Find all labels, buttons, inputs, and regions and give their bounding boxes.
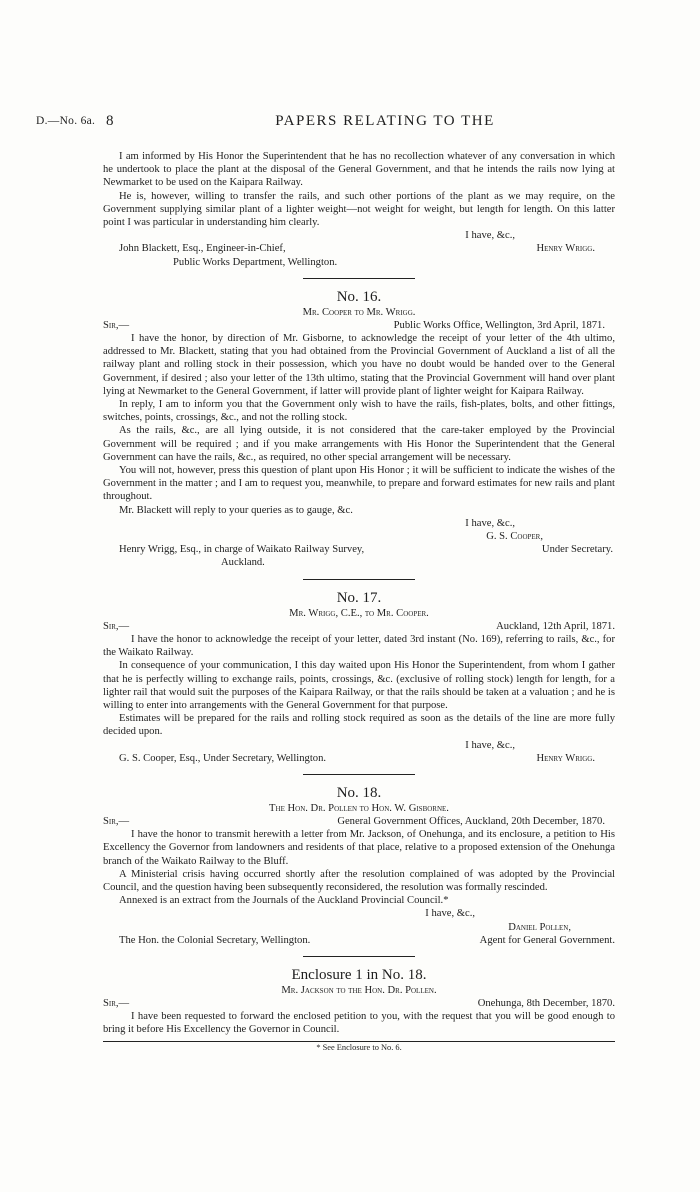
salutation-row xyxy=(103,620,615,633)
addressee-signature-row xyxy=(103,242,615,255)
footnote: * See Enclosure to No. 6. xyxy=(316,1042,402,1052)
paragraph: I have been requested to forward the enclosed petition to you, with the request that you will be good enough to bring it before His Excellency the Governor in Council. xyxy=(103,1011,615,1036)
paragraph: As the rails, &c., are all lying outside, it is not considered that the care-taker employed by the Provincial Government will be required ; and if you make arrangements with His Honor the Superintendent that the General Government can have the rails, &c., as required, no other special arrangement will be necessary. xyxy=(103,425,615,463)
place-date: General Government Offices, Auckland, 20th December, 1870. xyxy=(337,815,605,827)
enclosure-title: Enclosure 1 in No. 18. xyxy=(291,966,427,983)
paragraph: A Ministerial crisis having occurred shortly after the resolution complained of was adopted by the Provincial Council, and the question having been subsequently reconsidered, the resolution was formally rescinded. xyxy=(103,868,615,893)
letter-heading: Mr. Jackson to the Hon. Dr. Pollen. xyxy=(281,984,437,996)
signature: G. S. Cooper, xyxy=(486,531,543,543)
signature: Henry Wrigg. xyxy=(536,752,595,764)
closing: I have, &c., xyxy=(465,517,515,529)
section-divider xyxy=(303,774,415,775)
section-divider xyxy=(303,956,415,957)
addressee-title-row xyxy=(103,934,615,947)
addressee: Auckland. xyxy=(221,557,265,569)
addressee: The Hon. the Colonial Secretary, Wellington. xyxy=(119,934,311,946)
salutation: Sir,— xyxy=(103,319,130,331)
enclosure-1-in-no-18 xyxy=(103,967,615,1037)
document-number: D.—No. 6a. xyxy=(36,115,96,127)
salutation: Sir,— xyxy=(103,815,130,827)
salutation: Sir,— xyxy=(103,997,130,1009)
section-divider xyxy=(303,579,415,580)
signature: Daniel Pollen, xyxy=(508,921,571,933)
addressee-title-row xyxy=(103,543,615,556)
signatory-title: Agent for General Government. xyxy=(479,934,615,946)
running-header xyxy=(0,113,700,131)
place-date: Auckland, 12th April, 1871. xyxy=(496,620,615,632)
paragraph: Estimates will be prepared for the rails and rolling stock required as soon as the details of the line are more fully decided upon. xyxy=(103,713,615,738)
paragraph: Annexed is an extract from the Journals of the Auckland Provincial Council.* xyxy=(119,895,449,907)
closing: I have, &c., xyxy=(425,908,475,920)
paragraph: In consequence of your communication, I this day waited upon His Honor the Superintendent, from whom I gather that he is perfectly willing to exchange rails, points, crossings, &c. (exclusive of rolling stock) length for length, for a lighter rail that would suit the purposes of the Kaipara Railway, or that the rails should be taken at a valuation ; and he is willing to enter into arrangements with the General Government for that purpose. xyxy=(103,660,615,711)
letter-heading: Mr. Cooper to Mr. Wrigg. xyxy=(302,306,416,318)
paragraph: I have the honor to transmit herewith a letter from Mr. Jackson, of Onehunga, and its enclosure, a petition to His Excellency the Governor from landowners and residents of that place, relative to a proposed extension of the Onehunga branch of the Waikato Railway to the Bluff. xyxy=(103,829,615,867)
addressee: John Blackett, Esq., Engineer-in-Chief, xyxy=(119,243,286,255)
paragraph: You will not, however, press this question of plant upon His Honor ; it will be sufficient to indicate the wishes of the Government in the matter ; and I am to request you, meanwhile, to prepare and forward estimates for new rails and plant throughout. xyxy=(103,465,615,503)
footnote-rule xyxy=(103,1041,615,1042)
letter-no-18 xyxy=(103,785,615,947)
paragraph: He is, however, willing to transfer the rails, and such other portions of the plant as we may require, on the Government supplying similar plant of a lighter weight—not weight for weight, but length for length. On this latter point I was particular in understanding him clearly. xyxy=(103,190,615,229)
paragraph: In reply, I am to inform you that the Government only wish to have the rails, fish-plates, bolts, and other fittings, switches, points, crossings, &c., and not the rolling stock. xyxy=(103,399,615,424)
letter-heading: The Hon. Dr. Pollen to Hon. W. Gisborne. xyxy=(269,802,449,814)
section-divider xyxy=(303,278,415,279)
paragraph: I have the honor to acknowledge the receipt of your letter, dated 3rd instant (No. 169), referring to rails, &c., for the Waikato Railway. xyxy=(103,633,615,659)
paragraph: I have the honor, by direction of Mr. Gisborne, to acknowledge the receipt of your letter of the 4th ultimo, addressed to Mr. Blackett, stating that you had obtained from the Provincial Government of Auckland a list of all the railway plant and rolling stock in their possession, which you have no doubt would be handed over to the General Government, if desired ; also your letter of the 13th ultimo, stating that the Provincial Government will hand over plant lying at Newmarket to the General Government, if latter will provide plant of lighter weight for Kaipara Railway. xyxy=(103,333,615,397)
page-title: PAPERS RELATING TO THE xyxy=(275,113,495,129)
addressee: G. S. Cooper, Esq., Under Secretary, Wellington. xyxy=(119,752,327,764)
letter-no-16 xyxy=(103,289,615,570)
closing: I have, &c., xyxy=(465,739,515,751)
signature: Henry Wrigg. xyxy=(536,243,595,255)
salutation: Sir,— xyxy=(103,620,130,632)
place-date: Public Works Office, Wellington, 3rd April, 1871. xyxy=(393,319,605,331)
paragraph: Mr. Blackett will reply to your queries as to gauge, &c. xyxy=(119,504,353,516)
letter-number: No. 16. xyxy=(336,288,382,305)
addressee: Henry Wrigg, Esq., in charge of Waikato Railway Survey, xyxy=(119,544,365,556)
salutation-row xyxy=(103,815,615,828)
text-column xyxy=(103,150,615,1053)
page-number: 8 xyxy=(106,113,114,129)
addressee: Public Works Department, Wellington. xyxy=(173,256,338,268)
addressee-signature-row xyxy=(103,752,615,765)
top-letter xyxy=(103,150,615,269)
letter-no-17 xyxy=(103,590,615,765)
closing: I have, &c., xyxy=(465,230,515,242)
place-date: Onehunga, 8th December, 1870. xyxy=(477,997,615,1009)
letter-number: No. 17. xyxy=(336,589,382,606)
salutation-row xyxy=(103,319,615,332)
letter-number: No. 18. xyxy=(336,784,382,801)
signatory-title: Under Secretary. xyxy=(541,544,613,556)
paragraph: I am informed by His Honor the Superintendent that he has no recollection whatever of any conversation in which he undertook to place the plant at the disposal of the General Government, and that he intends the rails now lying at Newmarket to be used on the Kaipara Railway. xyxy=(103,151,615,189)
salutation-row xyxy=(103,997,615,1010)
letter-heading: Mr. Wrigg, C.E., to Mr. Cooper. xyxy=(289,607,429,619)
